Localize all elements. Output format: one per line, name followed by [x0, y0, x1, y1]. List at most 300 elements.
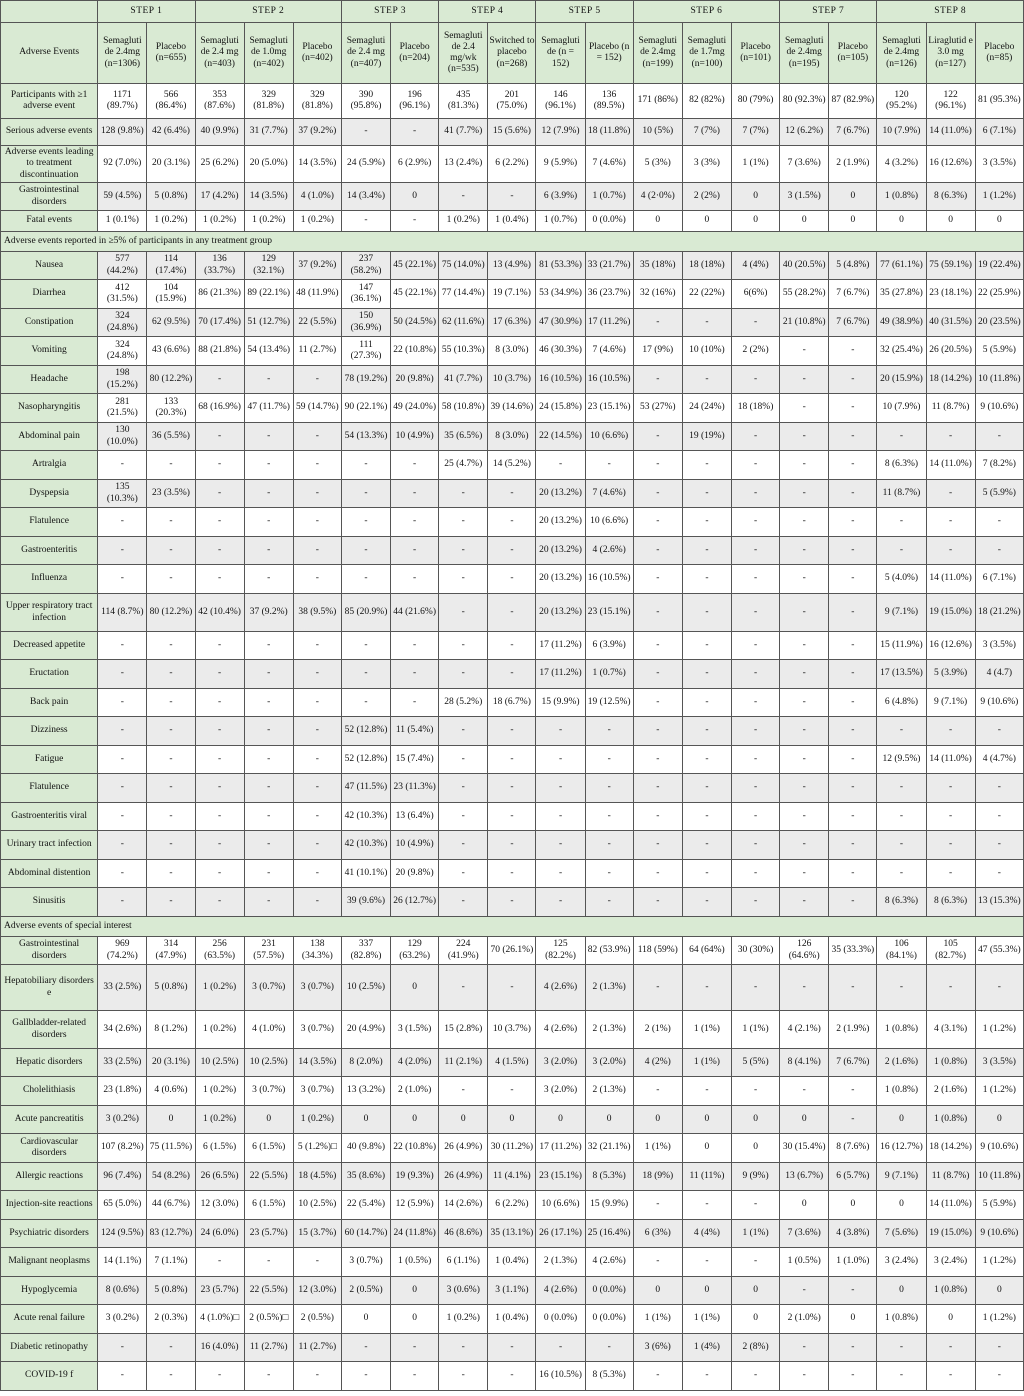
- table-cell: -: [975, 860, 1023, 888]
- table-cell: 2 (1.9%): [829, 1011, 877, 1049]
- table-cell: -: [195, 480, 244, 508]
- table-cell: 81 (95.3%): [975, 84, 1023, 119]
- table-cell: 5 (4.8%): [829, 252, 877, 280]
- row-label: Psychiatric disorders: [1, 1220, 98, 1248]
- table-cell: 22 (5.5%): [293, 309, 341, 337]
- table-cell: 11 (2.7%): [244, 1334, 293, 1362]
- table-cell: -: [780, 689, 829, 717]
- table-cell: 18 (4.5%): [293, 1163, 341, 1191]
- row-label: Abdominal pain: [1, 423, 98, 451]
- table-cell: -: [244, 860, 293, 888]
- table-cell: -: [488, 480, 536, 508]
- table-cell: -: [780, 1277, 829, 1305]
- table-cell: -: [536, 774, 585, 803]
- table-cell: 2 (1%): [633, 1011, 682, 1049]
- table-cell: -: [585, 451, 633, 480]
- table-cell: -: [829, 803, 877, 831]
- table-cell: -: [682, 746, 731, 774]
- row-label: Malignant neoplasms: [1, 1248, 98, 1277]
- table-cell: 22 (10.8%): [391, 1134, 439, 1163]
- table-cell: -: [780, 451, 829, 480]
- table-cell: 2 (1.3%): [585, 1077, 633, 1106]
- table-cell: 23 (15.1%): [585, 394, 633, 423]
- table-cell: 9 (10.6%): [975, 1134, 1023, 1163]
- table-cell: 2 (0.5%): [293, 1305, 341, 1334]
- table-cell: -: [975, 537, 1023, 565]
- table-cell: -: [391, 508, 439, 537]
- table-cell: -: [731, 689, 779, 717]
- table-cell: 324 (24.8%): [98, 309, 147, 337]
- table-cell: -: [829, 451, 877, 480]
- table-cell: -: [98, 888, 147, 917]
- table-cell: 70 (17.4%): [195, 309, 244, 337]
- table-cell: 53 (27%): [633, 394, 682, 423]
- table-cell: 12 (9.5%): [877, 746, 926, 774]
- table-cell: -: [98, 508, 147, 537]
- table-cell: 21 (10.8%): [780, 309, 829, 337]
- table-cell: 80 (92.3%): [780, 84, 829, 119]
- table-cell: -: [293, 803, 341, 831]
- table-cell: -: [780, 1334, 829, 1362]
- table-cell: -: [780, 888, 829, 917]
- table-cell: 0: [926, 1305, 975, 1334]
- table-cell: 11 (8.7%): [926, 394, 975, 423]
- table-cell: -: [244, 423, 293, 451]
- table-cell: -: [975, 423, 1023, 451]
- table-cell: 2 (1.6%): [926, 1077, 975, 1106]
- table-cell: 136 (89.5%): [585, 84, 633, 119]
- table-cell: -: [244, 1248, 293, 1277]
- table-cell: 390 (95.8%): [341, 84, 390, 119]
- table-cell: 0: [975, 1277, 1023, 1305]
- table-cell: 329 (81.8%): [293, 84, 341, 119]
- table-cell: 4 (1.0%): [244, 1011, 293, 1049]
- table-cell: 4 (4.7): [975, 660, 1023, 689]
- table-cell: -: [731, 537, 779, 565]
- table-cell: 42 (6.4%): [147, 119, 195, 146]
- table-cell: 0: [488, 1106, 536, 1134]
- table-cell: -: [731, 803, 779, 831]
- table-cell: -: [293, 565, 341, 594]
- table-cell: 105 (82.7%): [926, 937, 975, 965]
- table-cell: 118 (59%): [633, 937, 682, 965]
- table-cell: -: [488, 1077, 536, 1106]
- table-cell: -: [682, 1362, 731, 1391]
- table-cell: -: [195, 366, 244, 394]
- table-cell: -: [391, 211, 439, 232]
- table-row: [1, 451, 1024, 480]
- table-cell: -: [633, 423, 682, 451]
- table-cell: 11 (8.7%): [877, 480, 926, 508]
- step-header: STEP 6: [633, 1, 779, 23]
- table-cell: -: [98, 451, 147, 480]
- table-cell: 10 (4.9%): [391, 831, 439, 860]
- table-cell: -: [244, 803, 293, 831]
- section-header-row: [1, 917, 1024, 937]
- table-cell: 231 (57.5%): [244, 937, 293, 965]
- table-cell: -: [731, 1248, 779, 1277]
- table-cell: 6 (7.1%): [975, 565, 1023, 594]
- table-cell: 47 (55.3%): [975, 937, 1023, 965]
- table-cell: 329 (81.8%): [244, 84, 293, 119]
- table-cell: 2 (1.3%): [585, 1011, 633, 1049]
- table-cell: -: [731, 831, 779, 860]
- table-cell: 13 (6.4%): [391, 803, 439, 831]
- row-label: Nausea: [1, 252, 98, 280]
- table-row: [1, 660, 1024, 689]
- table-cell: 15 (9.9%): [536, 689, 585, 717]
- table-cell: -: [341, 565, 390, 594]
- table-cell: -: [682, 1191, 731, 1220]
- table-cell: 138 (34.3%): [293, 937, 341, 965]
- table-cell: 3 (2.4%): [926, 1248, 975, 1277]
- table-cell: 0: [829, 1191, 877, 1220]
- table-cell: -: [731, 774, 779, 803]
- table-cell: -: [536, 717, 585, 746]
- table-cell: 32 (25.4%): [877, 337, 926, 366]
- table-cell: 17 (11.2%): [536, 660, 585, 689]
- table-row: [1, 746, 1024, 774]
- table-cell: -: [293, 537, 341, 565]
- table-cell: -: [195, 803, 244, 831]
- table-cell: -: [585, 746, 633, 774]
- table-cell: -: [731, 1077, 779, 1106]
- table-row: [1, 423, 1024, 451]
- table-cell: -: [975, 508, 1023, 537]
- table-cell: 26 (4.9%): [439, 1134, 488, 1163]
- table-cell: 54 (8.2%): [147, 1163, 195, 1191]
- table-cell: 75 (11.5%): [147, 1134, 195, 1163]
- table-cell: -: [244, 660, 293, 689]
- table-cell: -: [633, 1362, 682, 1391]
- table-cell: 1 (4%): [682, 1334, 731, 1362]
- table-cell: -: [877, 831, 926, 860]
- table-cell: 9 (10.6%): [975, 394, 1023, 423]
- table-cell: 3 (1.5%): [780, 183, 829, 211]
- group-header: Semagluti de 2.4mg (n=199): [633, 23, 682, 84]
- table-cell: -: [829, 860, 877, 888]
- table-cell: -: [195, 860, 244, 888]
- table-cell: 47 (11.7%): [244, 394, 293, 423]
- table-cell: 89 (22.1%): [244, 280, 293, 309]
- table-cell: 0 (0.0%): [585, 1277, 633, 1305]
- table-cell: -: [341, 1362, 390, 1391]
- table-cell: 23 (3.5%): [147, 480, 195, 508]
- table-cell: 120 (95.2%): [877, 84, 926, 119]
- table-cell: 135 (10.3%): [98, 480, 147, 508]
- table-cell: 14 (3.5%): [293, 1049, 341, 1077]
- table-cell: -: [439, 774, 488, 803]
- table-cell: 1 (0.8%): [926, 1106, 975, 1134]
- table-cell: -: [780, 660, 829, 689]
- table-cell: -: [780, 803, 829, 831]
- row-label: Cholelithiasis: [1, 1077, 98, 1106]
- row-label: Gastroenteritis viral: [1, 803, 98, 831]
- table-cell: 18 (6.7%): [488, 689, 536, 717]
- table-cell: 40 (20.5%): [780, 252, 829, 280]
- table-cell: 7 (7%): [731, 119, 779, 146]
- table-cell: -: [147, 860, 195, 888]
- table-cell: 22 (5.4%): [341, 1191, 390, 1220]
- table-cell: 1 (0.2%): [439, 1305, 488, 1334]
- table-cell: 68 (16.9%): [195, 394, 244, 423]
- table-cell: -: [877, 860, 926, 888]
- table-cell: 10 (4.9%): [391, 423, 439, 451]
- table-cell: 19 (22.4%): [975, 252, 1023, 280]
- table-cell: -: [98, 537, 147, 565]
- table-cell: -: [682, 965, 731, 1011]
- table-cell: -: [682, 689, 731, 717]
- table-cell: 577 (44.2%): [98, 252, 147, 280]
- table-cell: 22 (5.5%): [244, 1163, 293, 1191]
- table-cell: 0: [391, 1106, 439, 1134]
- table-cell: -: [536, 803, 585, 831]
- table-cell: -: [391, 632, 439, 660]
- table-cell: 58 (10.8%): [439, 394, 488, 423]
- table-cell: 5 (4.0%): [877, 565, 926, 594]
- table-cell: 3 (6%): [633, 1334, 682, 1362]
- group-header: Semagluti de 1.7mg (n=100): [682, 23, 731, 84]
- table-cell: 15 (3.7%): [293, 1220, 341, 1248]
- table-cell: -: [195, 451, 244, 480]
- table-cell: 10 (2.5%): [293, 1191, 341, 1220]
- table-cell: 78 (19.2%): [341, 366, 390, 394]
- table-row: [1, 1191, 1024, 1220]
- table-row: [1, 394, 1024, 423]
- table-cell: -: [633, 508, 682, 537]
- table-cell: -: [488, 508, 536, 537]
- table-cell: -: [780, 746, 829, 774]
- table-cell: 55 (10.3%): [439, 337, 488, 366]
- table-cell: 13 (4.9%): [488, 252, 536, 280]
- table-cell: 150 (36.9%): [341, 309, 390, 337]
- table-cell: -: [244, 774, 293, 803]
- table-cell: -: [195, 888, 244, 917]
- table-cell: -: [488, 565, 536, 594]
- table-cell: 15 (11.9%): [877, 632, 926, 660]
- table-cell: 8 (5.3%): [585, 1163, 633, 1191]
- table-cell: 129 (63.2%): [391, 937, 439, 965]
- table-cell: 14 (3.4%): [341, 183, 390, 211]
- table-cell: -: [780, 394, 829, 423]
- table-cell: -: [975, 965, 1023, 1011]
- table-cell: -: [244, 746, 293, 774]
- table-cell: 0: [341, 1305, 390, 1334]
- table-cell: 20 (23.5%): [975, 309, 1023, 337]
- row-label: Participants with ≥1 adverse event: [1, 84, 98, 119]
- table-cell: 13 (2.4%): [439, 146, 488, 183]
- table-cell: 20 (13.2%): [536, 565, 585, 594]
- table-cell: -: [682, 480, 731, 508]
- table-cell: 3 (3.5%): [975, 632, 1023, 660]
- table-cell: -: [682, 888, 731, 917]
- table-cell: 0: [877, 1191, 926, 1220]
- table-cell: 1 (0.8%): [926, 1049, 975, 1077]
- table-cell: -: [877, 508, 926, 537]
- table-cell: -: [682, 831, 731, 860]
- table-row: [1, 565, 1024, 594]
- table-cell: -: [244, 689, 293, 717]
- table-cell: -: [488, 888, 536, 917]
- table-cell: 55 (28.2%): [780, 280, 829, 309]
- table-cell: 22 (5.5%): [244, 1277, 293, 1305]
- row-label: Artralgia: [1, 451, 98, 480]
- table-cell: 14 (11.0%): [926, 119, 975, 146]
- table-cell: 3 (2.4%): [877, 1248, 926, 1277]
- table-cell: -: [244, 1362, 293, 1391]
- table-cell: 14 (3.5%): [244, 183, 293, 211]
- table-cell: -: [829, 888, 877, 917]
- table-cell: 16 (10.5%): [585, 366, 633, 394]
- table-cell: 5 (0.8%): [147, 1277, 195, 1305]
- table-cell: -: [195, 565, 244, 594]
- table-cell: 6 (2.2%): [488, 1191, 536, 1220]
- table-cell: 9 (10.6%): [975, 689, 1023, 717]
- table-cell: 6 (4.8%): [877, 689, 926, 717]
- row-label: Back pain: [1, 689, 98, 717]
- table-cell: 0: [780, 1191, 829, 1220]
- table-cell: 3 (2.0%): [536, 1077, 585, 1106]
- table-cell: 1 (1%): [731, 146, 779, 183]
- table-cell: 3 (0.7%): [293, 1011, 341, 1049]
- section-title: Adverse events of special interest: [1, 917, 1024, 937]
- table-cell: 0: [975, 211, 1023, 232]
- table-cell: 17 (11.2%): [536, 632, 585, 660]
- table-cell: 18 (9%): [633, 1163, 682, 1191]
- table-cell: 11 (5.4%): [391, 717, 439, 746]
- table-cell: 2 (1.0%): [780, 1305, 829, 1334]
- table-row: [1, 366, 1024, 394]
- table-cell: -: [633, 480, 682, 508]
- table-cell: -: [682, 1077, 731, 1106]
- table-cell: -: [488, 537, 536, 565]
- table-cell: 18 (11.8%): [585, 119, 633, 146]
- table-cell: -: [633, 965, 682, 1011]
- group-header: Placebo (n=655): [147, 23, 195, 84]
- table-cell: -: [195, 717, 244, 746]
- table-cell: 65 (5.0%): [98, 1191, 147, 1220]
- table-cell: 337 (82.8%): [341, 937, 390, 965]
- table-cell: 8 (2.0%): [341, 1049, 390, 1077]
- table-cell: -: [926, 508, 975, 537]
- table-cell: 10 (6.6%): [585, 508, 633, 537]
- table-cell: 1 (0.8%): [877, 1011, 926, 1049]
- table-cell: -: [780, 337, 829, 366]
- table-cell: 35 (13.1%): [488, 1220, 536, 1248]
- table-cell: 107 (8.2%): [98, 1134, 147, 1163]
- table-row: [1, 965, 1024, 1011]
- table-cell: 87 (82.9%): [829, 84, 877, 119]
- table-cell: 28 (5.2%): [439, 689, 488, 717]
- table-cell: 5 (5.9%): [975, 1191, 1023, 1220]
- table-cell: 19 (15.0%): [926, 594, 975, 632]
- table-cell: 3 (3.5%): [975, 1049, 1023, 1077]
- table-cell: -: [391, 480, 439, 508]
- table-cell: 20 (3.1%): [147, 146, 195, 183]
- row-label: Hepatic disorders: [1, 1049, 98, 1077]
- table-cell: -: [488, 746, 536, 774]
- table-cell: -: [488, 594, 536, 632]
- table-cell: 40 (9.9%): [195, 119, 244, 146]
- group-header: Placebo (n=204): [391, 23, 439, 84]
- table-row: [1, 888, 1024, 917]
- table-cell: 2 (2%): [682, 183, 731, 211]
- table-cell: 1 (0.2%): [439, 211, 488, 232]
- table-cell: -: [926, 831, 975, 860]
- table-cell: 6 (1.5%): [195, 1134, 244, 1163]
- table-cell: -: [829, 831, 877, 860]
- table-cell: 25 (6.2%): [195, 146, 244, 183]
- table-cell: 4 (1.0%)□: [195, 1305, 244, 1334]
- table-cell: -: [829, 565, 877, 594]
- table-row: [1, 1248, 1024, 1277]
- table-cell: 41 (7.7%): [439, 119, 488, 146]
- table-cell: 0: [244, 1106, 293, 1134]
- table-cell: 62 (9.5%): [147, 309, 195, 337]
- table-cell: 198 (15.2%): [98, 366, 147, 394]
- table-cell: -: [633, 366, 682, 394]
- table-cell: -: [682, 565, 731, 594]
- table-cell: 12 (5.9%): [391, 1191, 439, 1220]
- table-cell: -: [341, 451, 390, 480]
- table-cell: -: [341, 480, 390, 508]
- table-cell: 114 (8.7%): [98, 594, 147, 632]
- table-cell: 60 (14.7%): [341, 1220, 390, 1248]
- table-cell: 35 (18%): [633, 252, 682, 280]
- row-label: COVID-19 f: [1, 1362, 98, 1391]
- table-cell: 7 (3.6%): [780, 1220, 829, 1248]
- table-cell: 3 (0.2%): [98, 1305, 147, 1334]
- table-cell: -: [293, 632, 341, 660]
- table-cell: 17 (11.2%): [585, 309, 633, 337]
- table-row: [1, 774, 1024, 803]
- table-cell: 1 (1%): [633, 1305, 682, 1334]
- table-cell: 7 (5.6%): [877, 1220, 926, 1248]
- table-cell: -: [293, 1362, 341, 1391]
- table-cell: 30 (15.4%): [780, 1134, 829, 1163]
- table-cell: 32 (16%): [633, 280, 682, 309]
- table-cell: 281 (21.5%): [98, 394, 147, 423]
- table-cell: -: [147, 774, 195, 803]
- table-cell: -: [147, 451, 195, 480]
- table-cell: 2 (8%): [731, 1334, 779, 1362]
- table-cell: 0: [731, 183, 779, 211]
- table-cell: -: [439, 803, 488, 831]
- table-cell: 26 (12.7%): [391, 888, 439, 917]
- table-cell: -: [682, 1248, 731, 1277]
- table-cell: 6 (1.1%): [439, 1248, 488, 1277]
- table-cell: -: [98, 1362, 147, 1391]
- row-label: Constipation: [1, 309, 98, 337]
- table-cell: -: [731, 717, 779, 746]
- table-cell: 46 (30.3%): [536, 337, 585, 366]
- table-cell: 0: [439, 1106, 488, 1134]
- table-cell: 19 (9.3%): [391, 1163, 439, 1191]
- table-cell: -: [829, 774, 877, 803]
- table-cell: 24 (15.8%): [536, 394, 585, 423]
- table-cell: 3 (2.0%): [536, 1049, 585, 1077]
- table-cell: 8 (0.6%): [98, 1277, 147, 1305]
- table-cell: 10 (7.9%): [877, 119, 926, 146]
- table-cell: 0: [975, 1106, 1023, 1134]
- table-cell: -: [244, 717, 293, 746]
- table-cell: 16 (10.5%): [536, 1362, 585, 1391]
- table-cell: 16 (12.6%): [926, 632, 975, 660]
- table-cell: 0: [731, 1305, 779, 1334]
- table-cell: 14 (11.0%): [926, 1191, 975, 1220]
- table-cell: -: [98, 774, 147, 803]
- table-cell: -: [877, 774, 926, 803]
